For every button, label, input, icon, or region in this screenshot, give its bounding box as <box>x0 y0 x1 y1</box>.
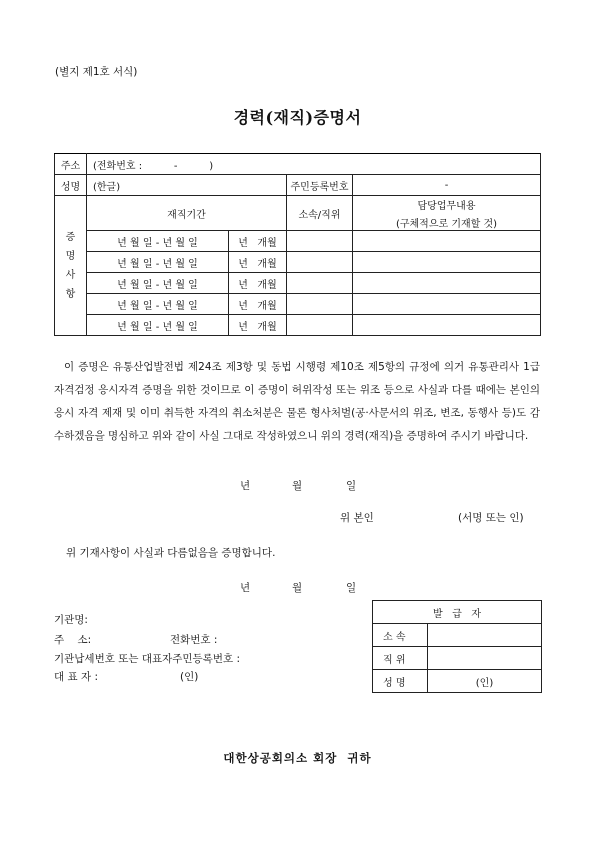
issuer-header: 발 급 자 <box>373 601 542 624</box>
duty-field[interactable] <box>353 315 541 336</box>
career-certificate-table <box>54 153 541 336</box>
consent-paragraph <box>54 356 540 448</box>
period-field[interactable]: 년 월 일 - 년 월 일 <box>87 273 229 294</box>
dept-position-field[interactable] <box>287 231 353 252</box>
date-year: 년 <box>240 480 251 492</box>
duty-field[interactable] <box>353 273 541 294</box>
issuer-position-field[interactable] <box>428 647 542 670</box>
duration-field[interactable]: 년 개월 <box>229 315 287 336</box>
date-month: 월 <box>292 480 303 492</box>
issuer-table <box>372 600 542 693</box>
duration-field[interactable]: 년 개월 <box>229 273 287 294</box>
dept-position-header: 소속/직위 <box>287 196 353 231</box>
name-row <box>55 175 541 196</box>
dept-position-field[interactable] <box>287 294 353 315</box>
career-row <box>55 252 541 273</box>
form-number: (별지 제1호 서식) <box>55 66 138 78</box>
career-row <box>55 273 541 294</box>
consent-text: 이 증명은 유통산업발전법 제24조 제3항 및 동법 시행령 제10조 제5항의 규정에 의거 유통관리사 1급 자격검정 응시자격 증명을 위한 것이므로 이 증명이 허위작성 또는 위조 등으로 사실과 다를 때에는 본인의 응시 자격 제재 및 이미 취득한 자격의 취소처분은 물론 형사처벌(공·사문서의 위조, 변조, 동행사 등)도 감수하겠음을 명심하고 위와 같이 사실 그대로 작성하였으니 위의 경력(재직)을 증명하여 주시기 바랍니다. <box>54 361 540 442</box>
institution-address-label: 주 소: <box>54 634 92 646</box>
rrn-label: 주민등록번호 <box>287 175 353 196</box>
period-field[interactable]: 년 월 일 - 년 월 일 <box>87 252 229 273</box>
representative-label: 대 표 자 : <box>54 671 98 683</box>
address-label: 주소 <box>55 154 87 175</box>
career-header-row <box>55 196 541 231</box>
duration-field[interactable]: 년 개월 <box>229 231 287 252</box>
duty-field[interactable] <box>353 231 541 252</box>
addressee: 대한상공회의소 회장 귀하 <box>223 751 372 765</box>
date-year: 년 <box>240 582 251 594</box>
dept-position-field[interactable] <box>287 315 353 336</box>
duration-field[interactable]: 년 개월 <box>229 252 287 273</box>
confirmation-text: 위 기재사항이 사실과 다름없음을 증명합니다. <box>66 547 276 559</box>
dept-position-field[interactable] <box>287 252 353 273</box>
period-header: 재직기간 <box>87 196 287 231</box>
duty-header <box>353 196 541 231</box>
issuer-dept-field[interactable] <box>428 624 542 647</box>
duration-field[interactable]: 년 개월 <box>229 294 287 315</box>
issuer-dept-label: 소 속 <box>373 624 428 647</box>
period-field[interactable]: 년 월 일 - 년 월 일 <box>87 315 229 336</box>
section-char: 명 <box>65 250 76 262</box>
issuer-seal-field[interactable]: (인) <box>428 670 542 693</box>
issuer-name-label: 성 명 <box>373 670 428 693</box>
address-phone-field[interactable]: (전화번호 : - ) <box>87 154 541 175</box>
duty-header-title: 담당업무내용 <box>417 200 476 212</box>
name-label: 성명 <box>55 175 87 196</box>
duty-field[interactable] <box>353 252 541 273</box>
section-char: 증 <box>65 231 76 243</box>
rrn-field[interactable]: - <box>353 175 541 196</box>
date-day: 일 <box>346 582 357 594</box>
certification-items-label <box>55 196 87 336</box>
representative-seal[interactable]: (인) <box>180 671 199 683</box>
name-field[interactable]: (한글) <box>87 175 287 196</box>
period-field[interactable]: 년 월 일 - 년 월 일 <box>87 294 229 315</box>
career-row <box>55 231 541 252</box>
applicant-label: 위 본인 <box>340 512 374 524</box>
applicant-signature-field[interactable]: (서명 또는 인) <box>458 512 524 524</box>
date-day: 일 <box>346 480 357 492</box>
issuer-position-label: 직 위 <box>373 647 428 670</box>
date-month: 월 <box>292 582 303 594</box>
dept-position-field[interactable] <box>287 273 353 294</box>
career-row <box>55 315 541 336</box>
institution-phone-label: 전화번호 : <box>170 634 218 646</box>
duty-header-note: (구체적으로 기재할 것) <box>395 218 498 230</box>
institution-taxid-label: 기관납세번호 또는 대표자주민등록번호 : <box>54 653 240 665</box>
institution-name-label: 기관명: <box>54 614 88 626</box>
address-row <box>55 154 541 175</box>
section-char: 사 <box>65 269 76 281</box>
section-char: 항 <box>65 288 76 300</box>
duty-field[interactable] <box>353 294 541 315</box>
career-row <box>55 294 541 315</box>
document-title: 경력(재직)증명서 <box>233 108 362 127</box>
period-field[interactable]: 년 월 일 - 년 월 일 <box>87 231 229 252</box>
